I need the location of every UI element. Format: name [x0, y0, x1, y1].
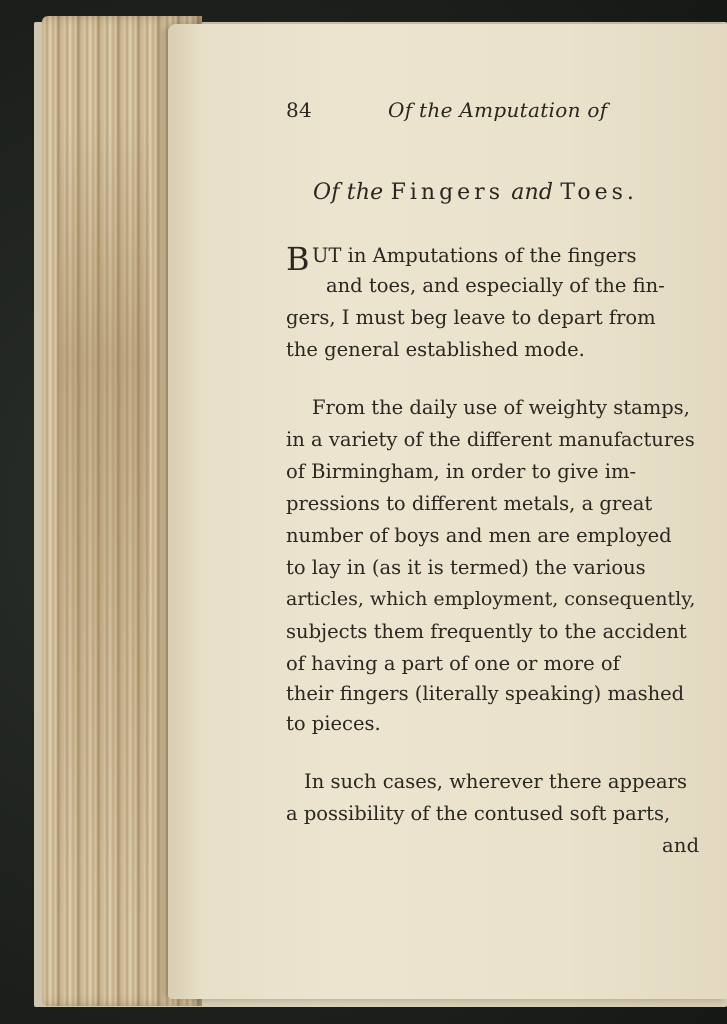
heading-fingers: Fingers: [390, 180, 504, 205]
heading-and: and: [511, 180, 554, 205]
page-number: 84: [286, 98, 313, 122]
paragraph-1-line-2: and toes, and especially of the fin-: [326, 274, 665, 297]
paragraph-3-line-2: a possibility of the contused soft parts,: [286, 802, 671, 825]
paragraph-2-line-6: to lay in (as it is termed) the various: [286, 556, 646, 579]
paragraph-1-line-4: the general established mode.: [286, 338, 585, 361]
paragraph-2-line-7: articles, which employment, consequently,: [286, 588, 696, 610]
catchword: and: [662, 834, 700, 857]
paragraph-1-line-1: UT in Amputations of the fingers: [312, 244, 637, 267]
paragraph-2-line-11: to pieces.: [286, 712, 381, 735]
paragraph-2-line-5: number of boys and men are employed: [286, 524, 672, 547]
paragraph-2-line-9: of having a part of one or more of: [286, 652, 620, 675]
paragraph-2-line-10: their fingers (literally speaking) mashed: [286, 682, 685, 705]
heading-of-the: Of the: [313, 180, 384, 205]
drop-cap: B: [286, 240, 310, 278]
paragraph-3-line-1: In such cases, wherever there appears: [304, 770, 688, 793]
paragraph-2-line-4: pressions to different metals, a great: [286, 492, 653, 515]
edge-stain: [60, 120, 150, 920]
paragraph-1-line-3: gers, I must beg leave to depart from: [286, 306, 656, 329]
paragraph-2-line-8: subjects them frequently to the accident: [286, 620, 687, 643]
paragraph-2-line-1: From the daily use of weighty stamps,: [312, 396, 690, 419]
heading-toes: Toes.: [560, 180, 638, 205]
section-heading: [313, 180, 638, 205]
running-title: Of the Amputation of: [388, 98, 608, 122]
paragraph-2-line-2: in a variety of the different manufactures: [286, 428, 695, 451]
paragraph-2-line-3: of Birmingham, in order to give im-: [286, 460, 637, 483]
